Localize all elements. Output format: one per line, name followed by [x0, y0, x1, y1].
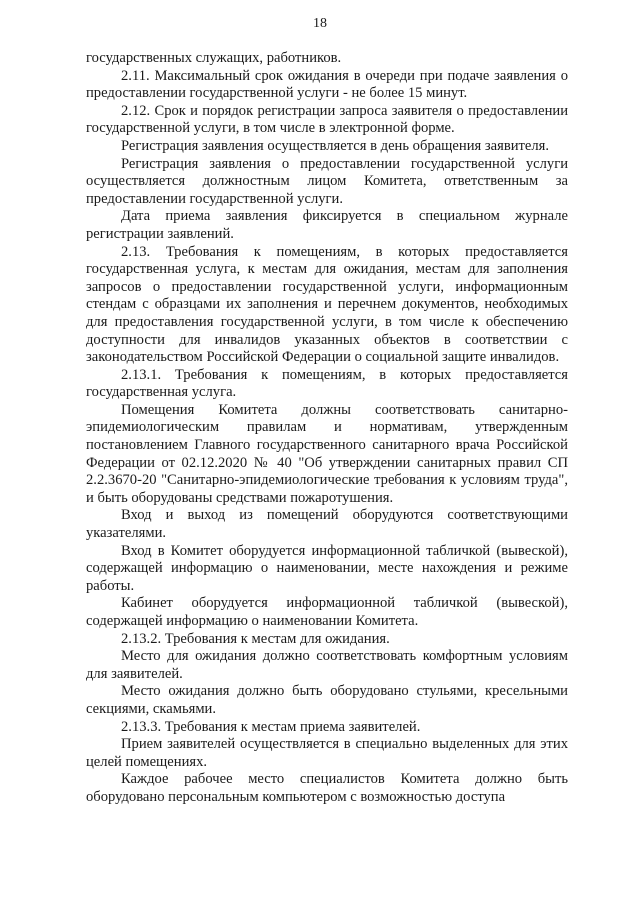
- paragraph-reception-rooms: Прием заявителей осуществляется в специально выделенных для этих целей помещениях.: [86, 736, 568, 770]
- paragraph-registration-day: Регистрация заявления осуществляется в день обращения заявителя.: [121, 137, 550, 154]
- paragraph-cabinet-plate: Кабинет оборудуется информационной табличкой (вывеской), содержащей информацию о наименовании Комитета.: [86, 595, 568, 629]
- paragraph-2-12: 2.12. Срок и порядок регистрации запроса заявителя о предоставлении государственной услуги, в том числе в электронной форме.: [86, 102, 568, 137]
- paragraph-2-13-3: 2.13.3. Требования к местам приема заявителей.: [121, 718, 421, 735]
- paragraph-registration-journal: Дата приема заявления фиксируется в специальном журнале регистрации заявлений.: [86, 208, 568, 242]
- paragraph-2-11: 2.11. Максимальный срок ожидания в очереди при подаче заявления о предоставлении государственной услуги - не более 15 минут.: [86, 67, 568, 102]
- paragraph-sanitary-rules: Помещения Комитета должны соответствовать санитарно-эпидемиологическим правилам и нормативам, утвержденным постановлением Главного государственного санитарного врача Российской Федерации от 02.12.2020 № 40 "Об утверждении санитарных правил СП 2.2.3670-20 "Санитарно-эпидемиологические требования к условиям труда", и быть оборудованы средствами пожаротушения.: [86, 401, 568, 506]
- paragraph-2-13-1: 2.13.1. Требования к помещениям, в которых предоставляется государственная услуга.: [86, 366, 568, 401]
- document-body: [86, 50, 568, 807]
- paragraph-entrance-signs: Вход и выход из помещений оборудуются соответствующими указателями.: [86, 507, 568, 542]
- paragraph-2-13-2: 2.13.2. Требования к местам для ожидания.: [121, 630, 390, 647]
- paragraph-continuation: государственных служащих, работников.: [86, 50, 342, 66]
- paragraph-entrance-plate: Вход в Комитет оборудуется информационной табличкой (вывеской), содержащей информацию о наименовании, месте нахождения и режиме работы.: [86, 542, 568, 594]
- page-number: 18: [313, 16, 327, 31]
- paragraph-workplace-computer: Каждое рабочее место специалистов Комитета должно быть оборудовано персональным компьютером с возможностью доступа: [86, 771, 568, 805]
- paragraph-waiting-comfort: Место для ожидания должно соответствовать комфортным условиям для заявителей.: [86, 648, 568, 682]
- paragraph-waiting-seating: Место ожидания должно быть оборудовано стульями, кресельными секциями, скамьями.: [86, 683, 568, 717]
- paragraph-2-13: 2.13. Требования к помещениям, в которых предоставляется государственная услуга, к местам для ожидания, местам для заполнения запросов о предоставлении государственной услуги, информационным стендам с образцами их заполнения и перечнем документов, необходимых для предоставления государственной услуги, в том числе к обеспечению доступности для инвалидов указанных объектов в соответствии с законодательством Российской Федерации о социальной защите инвалидов.: [86, 243, 568, 366]
- paragraph-registration-official: Регистрация заявления о предоставлении государственной услуги осуществляется должностным лицом Комитета, ответственным за предоставлении государственной услуги.: [86, 155, 568, 207]
